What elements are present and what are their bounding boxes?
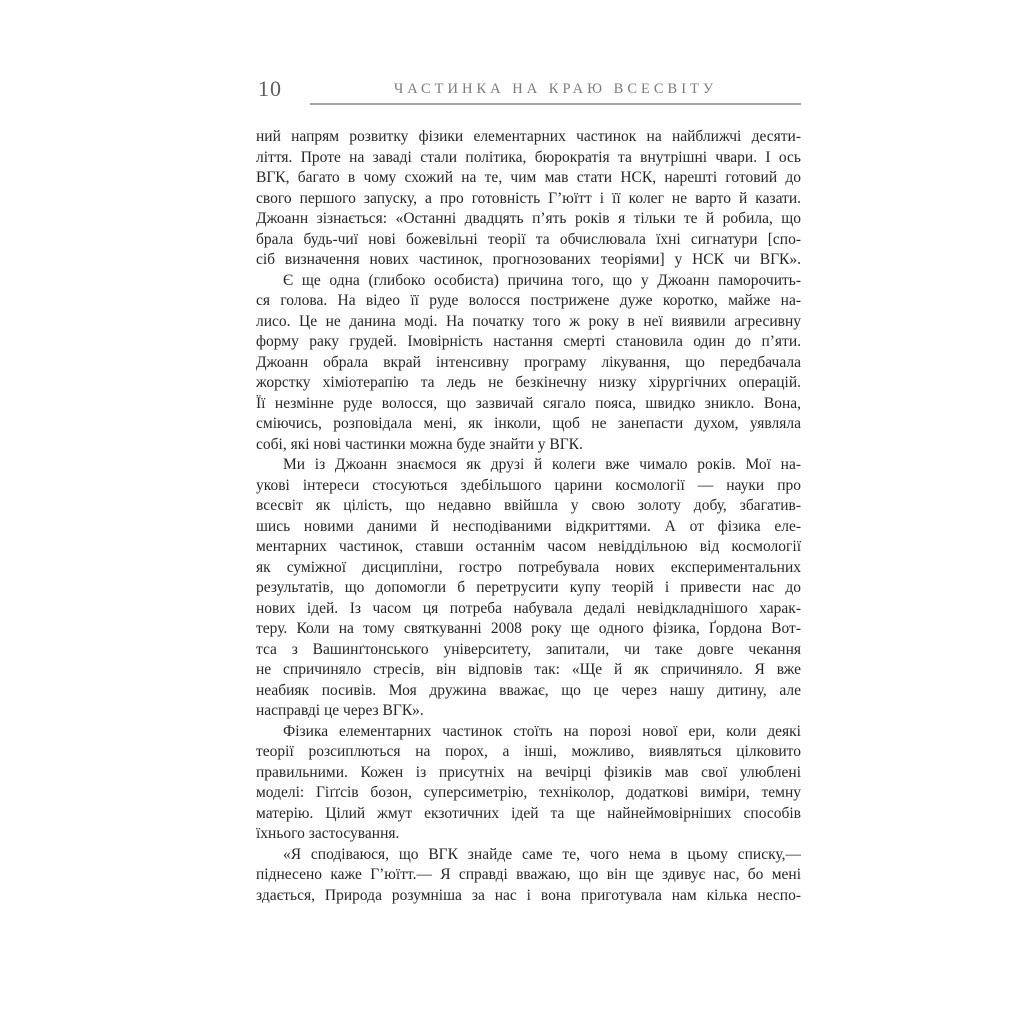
text-line: лисо. Це не данина моді. На початку того ж року в неї виявили агресивну [256, 312, 801, 330]
text-line: результатів, що допомогли б перетрусити купу теорій і привести нас до [256, 579, 801, 596]
text-line: Ми із Джоанн знаємося як друзі й колеги вже чимало років. Мої на- [283, 456, 801, 473]
text-line: Джоанн обрала вкрай інтенсивну програму лікування, що передбачала [256, 353, 801, 371]
paragraph [256, 455, 801, 722]
header-rule [310, 103, 801, 105]
page-number: 10 [258, 76, 282, 101]
body-text [256, 127, 801, 906]
text-line: сміючись, розповідала мені, як інколи, щоб не занепасти духом, уявляла [256, 415, 801, 432]
text-line: шись новими даними й несподіваними відкриттями. А от фізика еле- [256, 517, 801, 535]
text-line: форму раку грудей. Імовірність настання смерті становила один до п’яти. [256, 333, 801, 350]
text-line: тса з Вашинґтонського університету, запитали, чи таке довге чекання [256, 640, 801, 658]
text-line: ліття. Проте на заваді стали політика, бюрократія та внутрішні чвари. І ось [256, 148, 801, 166]
text-line: теорії розсиплються на порох, а інші, можливо, виявляться цілковито [256, 743, 801, 760]
text-line: їхнього застосування. [256, 825, 400, 842]
text-line: як суміжної дисципліни, гостро потребувала нових експериментальних [256, 558, 801, 576]
paragraph [256, 271, 801, 456]
text-line: ний напрям розвитку фізики елементарних частинок на найближчі десяти- [256, 128, 801, 145]
text-line: Фізика елементарних частинок стоїть на порозі нової ери, коли деякі [283, 722, 801, 740]
text-line: нових ідей. Із часом ця потреба набувала дедалі невідкладнішого харак- [256, 599, 801, 617]
text-line: неабияк посивів. Моя дружина вважає, що це через нашу дитину, але [256, 681, 801, 699]
text-line: Є ще одна (глибоко особиста) причина того, що у Джоанн паморочить- [283, 271, 801, 289]
text-line: брала будь-чиї нові божевільні теорії та обчислювала їхні сигнатури [спо- [256, 230, 801, 248]
paragraph [256, 722, 801, 845]
text-line: «Я сподіваюся, що ВГК знайде саме те, чого нема в цьому списку,— [283, 845, 801, 863]
running-head: ЧАСТИНКА НА КРАЮ ВСЕСВІТУ [393, 81, 718, 97]
text-line: ментарних частинок, ставши останнім часом невіддільною від космології [256, 538, 801, 555]
text-line: Її незмінне руде волосся, що зазвичай сягало пояса, швидко зникло. Вона, [256, 394, 801, 412]
paragraph [256, 845, 801, 907]
text-line: не спричиняло стресів, він відповів так: «Ще й як спричиняло. Я вже [256, 661, 801, 678]
text-line: всесвіт як цілість, що недавно ввійшла у свою золоту добу, збагатив- [256, 497, 801, 514]
text-line: ся голова. На відео її руде волосся пострижене дуже коротко, майже на- [256, 292, 801, 309]
text-line: свого першого запуску, а про готовність Г’юїтт і її колег не варто й казати. [256, 189, 801, 207]
text-line: жорстку хіміотерапію та ледь не безкінечну низку хірургічних операцій. [256, 374, 801, 391]
text-line: собі, які нові частинки можна буде знайти у ВГК. [256, 435, 583, 453]
text-line: матерію. Цілий жмут екзотичних ідей та ще найнеймовірніших способів [256, 804, 801, 822]
text-line: моделі: Гіґґсів бозон, суперсиметрію, техніколор, додаткові виміри, темну [256, 784, 801, 801]
text-line: теру. Коли на тому святкуванні 2008 року ще одного фізика, Ґордона Вот- [256, 620, 801, 637]
text-line: правильними. Кожен із присутніх на вечірці фізиків мав свої улюблені [256, 763, 801, 781]
text-line: ВГК, багато в чому схожий на те, чим мав стати НСК, нарешті готовий до [256, 169, 801, 186]
text-line: Джоанн зізнається: «Останні двадцять п’ять років я тільки те й робила, що [256, 210, 801, 227]
text-line: здається, Природа розумніша за нас і вона приготувала нам кілька неспо- [256, 886, 801, 904]
text-line: піднесено каже Г’юїтт.— Я справді вважаю, що він ще здивує нас, бо мені [256, 866, 801, 883]
paragraph [256, 127, 801, 271]
text-line: сіб визначення нових частинок, прогнозованих теоріями] у НСК чи ВГК». [256, 251, 801, 268]
text-line: насправді це через ВГК». [256, 702, 424, 719]
text-line: укові інтереси стосуються здебільшого царини космології — науки про [256, 476, 801, 494]
